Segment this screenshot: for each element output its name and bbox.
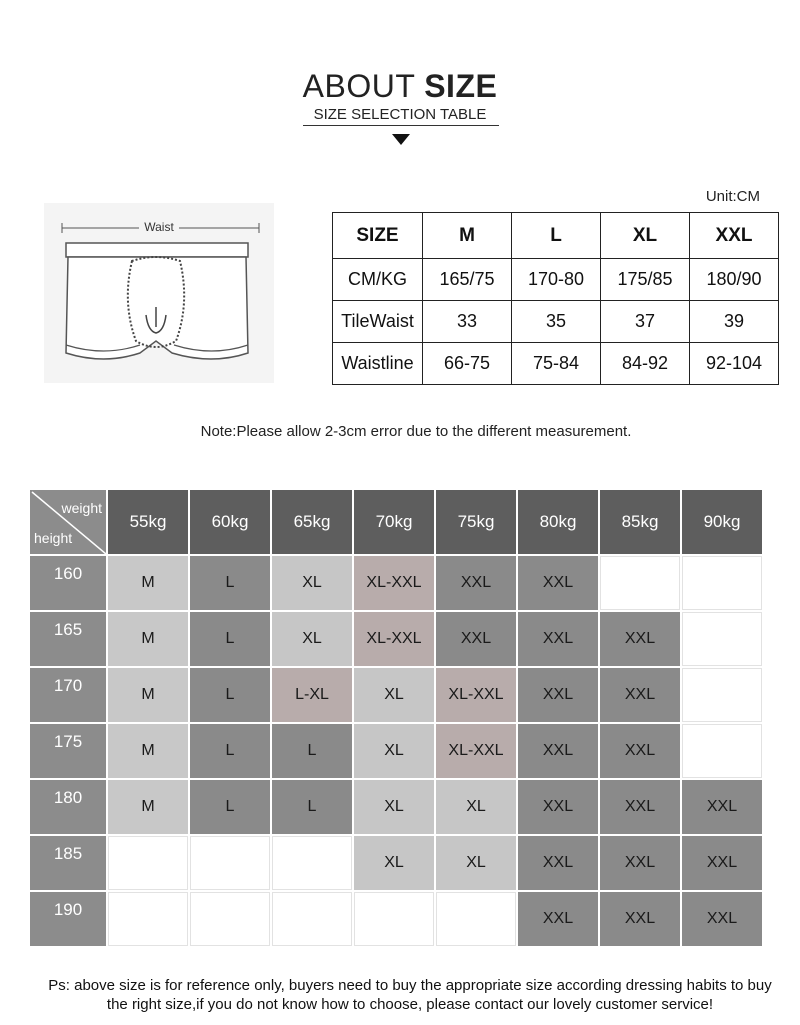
- height-header: 180: [30, 780, 106, 834]
- table-cell: 170-80: [512, 259, 601, 301]
- size-recommendation-cell: XXL: [518, 780, 598, 834]
- height-header: 175: [30, 724, 106, 778]
- row-label: CM/KG: [333, 259, 423, 301]
- size-recommendation-cell: M: [108, 612, 188, 666]
- row-label: TileWaist: [333, 301, 423, 343]
- size-recommendation-cell: L: [190, 724, 270, 778]
- size-recommendation-cell: XXL: [436, 556, 516, 610]
- down-triangle-icon: [392, 134, 410, 145]
- size-recommendation-cell: M: [108, 668, 188, 722]
- size-recommendation-cell: XL: [272, 612, 352, 666]
- unit-label: Unit:CM: [705, 188, 760, 205]
- size-recommendation-cell: XXL: [682, 892, 762, 946]
- footer-note-line: the right size,if you do not know how to choose, please contact our lovely customer service!: [106, 996, 714, 1013]
- size-table-header-cell: M: [423, 213, 512, 259]
- table-cell: 165/75: [423, 259, 512, 301]
- size-recommendation-cell: XXL: [600, 836, 680, 890]
- table-cell: 175/85: [601, 259, 690, 301]
- table-row: [333, 259, 779, 301]
- row-label: Waistline: [333, 343, 423, 385]
- table-cell: 35: [512, 301, 601, 343]
- table-cell: 180/90: [690, 259, 779, 301]
- empty-cell: [600, 556, 680, 610]
- weight-header: 55kg: [108, 490, 188, 554]
- height-header: 185: [30, 836, 106, 890]
- empty-cell: [272, 892, 352, 946]
- subtitle-underline: [303, 125, 499, 126]
- size-recommendation-cell: XL-XXL: [436, 724, 516, 778]
- size-recommendation-cell: L-XL: [272, 668, 352, 722]
- size-recommendation-cell: L: [190, 780, 270, 834]
- size-recommendation-cell: XL: [272, 556, 352, 610]
- size-recommendation-cell: XXL: [518, 836, 598, 890]
- corner-height-label: height: [34, 530, 73, 546]
- weight-height-grid: [30, 490, 768, 946]
- size-recommendation-cell: XXL: [682, 836, 762, 890]
- size-recommendation-cell: XXL: [600, 668, 680, 722]
- title-bold: SIZE: [424, 68, 498, 104]
- empty-cell: [682, 724, 762, 778]
- table-cell: 39: [690, 301, 779, 343]
- table-cell: 84-92: [601, 343, 690, 385]
- size-recommendation-cell: XXL: [600, 724, 680, 778]
- size-recommendation-cell: M: [108, 780, 188, 834]
- size-recommendation-cell: XXL: [518, 556, 598, 610]
- measurement-note: Note:Please allow 2-3cm error due to the different measurement.: [200, 423, 632, 440]
- footer-note: [30, 976, 790, 1014]
- table-row: [333, 343, 779, 385]
- table-row: [333, 301, 779, 343]
- empty-cell: [108, 836, 188, 890]
- size-recommendation-cell: XXL: [518, 724, 598, 778]
- size-recommendation-cell: XXL: [436, 612, 516, 666]
- height-header: 170: [30, 668, 106, 722]
- empty-cell: [436, 892, 516, 946]
- size-table: [332, 212, 779, 385]
- empty-cell: [108, 892, 188, 946]
- size-table-header-cell: XXL: [690, 213, 779, 259]
- size-table-header-cell: SIZE: [333, 213, 423, 259]
- weight-header: 90kg: [682, 490, 762, 554]
- empty-cell: [272, 836, 352, 890]
- size-recommendation-cell: XL-XXL: [354, 556, 434, 610]
- size-recommendation-cell: L: [190, 668, 270, 722]
- table-cell: 66-75: [423, 343, 512, 385]
- size-recommendation-cell: L: [190, 612, 270, 666]
- size-recommendation-cell: XXL: [682, 780, 762, 834]
- size-recommendation-cell: XL: [354, 780, 434, 834]
- size-recommendation-cell: XL: [354, 668, 434, 722]
- size-recommendation-cell: L: [190, 556, 270, 610]
- grid-corner: [30, 490, 106, 554]
- weight-header: 85kg: [600, 490, 680, 554]
- empty-cell: [354, 892, 434, 946]
- weight-header: 60kg: [190, 490, 270, 554]
- table-cell: 75-84: [512, 343, 601, 385]
- size-recommendation-cell: XXL: [600, 612, 680, 666]
- size-recommendation-cell: M: [108, 724, 188, 778]
- height-header: 160: [30, 556, 106, 610]
- size-recommendation-cell: XXL: [518, 892, 598, 946]
- table-cell: 33: [423, 301, 512, 343]
- height-header: 165: [30, 612, 106, 666]
- size-recommendation-cell: XXL: [518, 612, 598, 666]
- weight-header: 75kg: [436, 490, 516, 554]
- size-recommendation-cell: XL-XXL: [436, 668, 516, 722]
- height-header: 190: [30, 892, 106, 946]
- boxer-shorts-icon: [44, 203, 274, 383]
- size-recommendation-cell: L: [272, 724, 352, 778]
- size-table-header-cell: XL: [601, 213, 690, 259]
- underwear-illustration: [44, 203, 274, 383]
- size-recommendation-cell: M: [108, 556, 188, 610]
- empty-cell: [682, 612, 762, 666]
- weight-header: 65kg: [272, 490, 352, 554]
- table-cell: 92-104: [690, 343, 779, 385]
- empty-cell: [682, 668, 762, 722]
- size-recommendation-cell: XL: [436, 836, 516, 890]
- size-recommendation-cell: XL: [436, 780, 516, 834]
- size-recommendation-cell: XXL: [600, 892, 680, 946]
- corner-weight-label: weight: [61, 500, 102, 516]
- empty-cell: [682, 556, 762, 610]
- size-recommendation-cell: XL: [354, 836, 434, 890]
- footer-note-line: Ps: above size is for reference only, buyers need to buy the appropriate size according dressing habits to buy: [48, 977, 772, 994]
- weight-header: 70kg: [354, 490, 434, 554]
- title-light: ABOUT: [302, 68, 415, 104]
- size-recommendation-cell: XL-XXL: [354, 612, 434, 666]
- page-subtitle: SIZE SELECTION TABLE: [313, 106, 487, 123]
- empty-cell: [190, 892, 270, 946]
- size-recommendation-cell: XL: [354, 724, 434, 778]
- weight-header: 80kg: [518, 490, 598, 554]
- size-table-header-row: [333, 213, 779, 259]
- size-recommendation-cell: L: [272, 780, 352, 834]
- size-recommendation-cell: XXL: [600, 780, 680, 834]
- table-cell: 37: [601, 301, 690, 343]
- size-recommendation-cell: XXL: [518, 668, 598, 722]
- page-title: [0, 68, 800, 105]
- empty-cell: [190, 836, 270, 890]
- waist-label: Waist: [144, 220, 174, 234]
- size-table-header-cell: L: [512, 213, 601, 259]
